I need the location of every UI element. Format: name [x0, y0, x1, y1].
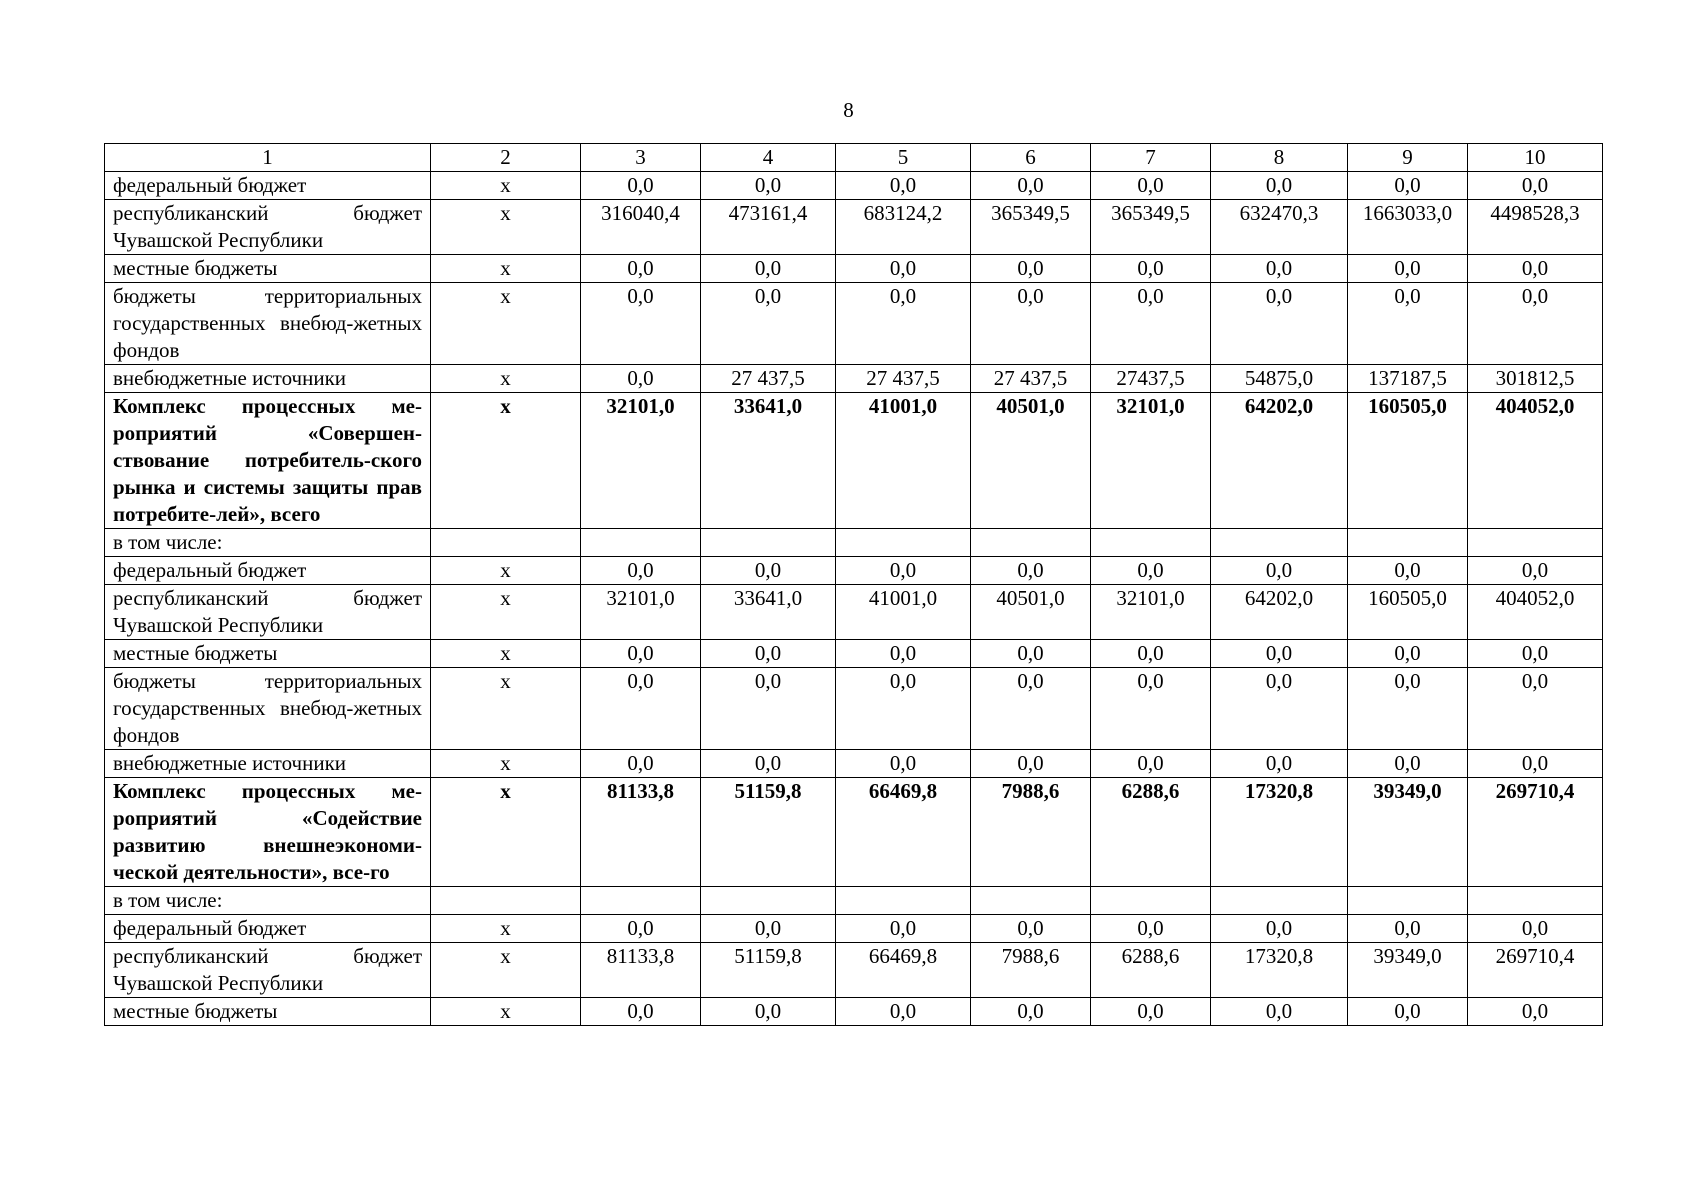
value-cell: 0,0 [1091, 668, 1211, 750]
value-cell: 0,0 [1211, 750, 1348, 778]
value-cell: 0,0 [1091, 998, 1211, 1026]
value-cell: 0,0 [701, 283, 836, 365]
value-cell: 0,0 [836, 750, 971, 778]
value-cell: 27 437,5 [971, 365, 1091, 393]
value-cell: 32101,0 [1091, 393, 1211, 529]
table-row [105, 668, 1603, 750]
table-row-total [105, 778, 1603, 887]
row-code-cell: х [431, 200, 581, 255]
value-cell: 301812,5 [1468, 365, 1603, 393]
value-cell: 0,0 [971, 915, 1091, 943]
row-label: внебюджетные источники [105, 365, 431, 393]
value-cell: 0,0 [1211, 668, 1348, 750]
value-cell: 0,0 [1468, 255, 1603, 283]
table-row [105, 255, 1603, 283]
value-cell: 683124,2 [836, 200, 971, 255]
row-label: внебюджетные источники [105, 750, 431, 778]
value-cell: 0,0 [701, 640, 836, 668]
row-code-cell [431, 529, 581, 557]
page-number: 8 [843, 98, 854, 122]
value-cell: 0,0 [1468, 668, 1603, 750]
row-label: в том числе: [105, 529, 431, 557]
value-cell: 0,0 [1091, 255, 1211, 283]
header-cell: 7 [1091, 144, 1211, 172]
row-code-cell: х [431, 557, 581, 585]
value-cell: 0,0 [1211, 998, 1348, 1026]
table-row [105, 887, 1603, 915]
value-cell: 64202,0 [1211, 393, 1348, 529]
header-cell: 5 [836, 144, 971, 172]
value-cell: 0,0 [1091, 750, 1211, 778]
value-cell: 0,0 [701, 557, 836, 585]
value-cell: 0,0 [581, 998, 701, 1026]
value-cell [701, 887, 836, 915]
row-label: Комплекс процессных ме-роприятий «Содействие развитию внешнеэкономи-ческой деятельности», все-го [105, 778, 431, 887]
value-cell: 0,0 [836, 283, 971, 365]
value-cell: 7988,6 [971, 778, 1091, 887]
value-cell: 32101,0 [581, 585, 701, 640]
value-cell: 41001,0 [836, 585, 971, 640]
row-code-cell: х [431, 393, 581, 529]
table-row [105, 750, 1603, 778]
header-cell: 6 [971, 144, 1091, 172]
value-cell: 160505,0 [1348, 585, 1468, 640]
value-cell: 0,0 [1348, 283, 1468, 365]
value-cell: 66469,8 [836, 943, 971, 998]
value-cell: 39349,0 [1348, 943, 1468, 998]
value-cell [836, 529, 971, 557]
value-cell: 33641,0 [701, 585, 836, 640]
row-code-cell: х [431, 172, 581, 200]
value-cell [701, 529, 836, 557]
table-row [105, 365, 1603, 393]
value-cell [971, 529, 1091, 557]
value-cell: 0,0 [836, 915, 971, 943]
value-cell: 0,0 [1348, 750, 1468, 778]
table-row [105, 943, 1603, 998]
value-cell: 0,0 [1091, 283, 1211, 365]
row-label: федеральный бюджет [105, 557, 431, 585]
value-cell: 0,0 [1091, 172, 1211, 200]
value-cell: 632470,3 [1211, 200, 1348, 255]
value-cell: 0,0 [581, 172, 701, 200]
row-label: местные бюджеты [105, 255, 431, 283]
value-cell: 27 437,5 [701, 365, 836, 393]
value-cell: 0,0 [1348, 557, 1468, 585]
value-cell: 0,0 [836, 255, 971, 283]
table-row-total [105, 393, 1603, 529]
value-cell: 1663033,0 [1348, 200, 1468, 255]
header-cell: 8 [1211, 144, 1348, 172]
value-cell: 404052,0 [1468, 585, 1603, 640]
value-cell [1348, 529, 1468, 557]
value-cell: 0,0 [581, 750, 701, 778]
value-cell: 160505,0 [1348, 393, 1468, 529]
value-cell: 0,0 [971, 172, 1091, 200]
value-cell: 0,0 [1468, 750, 1603, 778]
value-cell: 0,0 [836, 668, 971, 750]
table-row [105, 283, 1603, 365]
value-cell: 0,0 [1348, 998, 1468, 1026]
value-cell: 0,0 [1211, 255, 1348, 283]
value-cell: 0,0 [701, 998, 836, 1026]
value-cell: 0,0 [836, 998, 971, 1026]
row-code-cell: х [431, 998, 581, 1026]
value-cell: 0,0 [581, 365, 701, 393]
value-cell [1091, 529, 1211, 557]
value-cell: 0,0 [1211, 557, 1348, 585]
value-cell: 0,0 [701, 750, 836, 778]
row-label: бюджеты территориальных государственных внебюд-жетных фондов [105, 668, 431, 750]
row-label: федеральный бюджет [105, 172, 431, 200]
value-cell: 0,0 [701, 255, 836, 283]
value-cell: 0,0 [971, 557, 1091, 585]
row-code-cell: х [431, 585, 581, 640]
row-code-cell: х [431, 365, 581, 393]
value-cell: 51159,8 [701, 943, 836, 998]
table-row [105, 529, 1603, 557]
value-cell: 269710,4 [1468, 943, 1603, 998]
value-cell: 81133,8 [581, 778, 701, 887]
value-cell: 0,0 [581, 255, 701, 283]
value-cell: 54875,0 [1211, 365, 1348, 393]
table-row [105, 200, 1603, 255]
value-cell: 7988,6 [971, 943, 1091, 998]
row-label: бюджеты территориальных государственных внебюд-жетных фондов [105, 283, 431, 365]
header-cell: 1 [105, 144, 431, 172]
value-cell: 0,0 [1091, 640, 1211, 668]
value-cell: 0,0 [1348, 668, 1468, 750]
value-cell: 0,0 [1348, 255, 1468, 283]
value-cell: 0,0 [1468, 557, 1603, 585]
value-cell: 0,0 [1348, 915, 1468, 943]
value-cell: 40501,0 [971, 585, 1091, 640]
value-cell: 0,0 [1468, 283, 1603, 365]
row-label: местные бюджеты [105, 998, 431, 1026]
value-cell: 27437,5 [1091, 365, 1211, 393]
row-label: в том числе: [105, 887, 431, 915]
value-cell [1468, 529, 1603, 557]
value-cell: 33641,0 [701, 393, 836, 529]
value-cell: 0,0 [1348, 172, 1468, 200]
value-cell [581, 529, 701, 557]
value-cell: 0,0 [1468, 915, 1603, 943]
table-row [105, 172, 1603, 200]
value-cell: 32101,0 [1091, 585, 1211, 640]
row-code-cell: х [431, 778, 581, 887]
value-cell: 137187,5 [1348, 365, 1468, 393]
value-cell: 0,0 [971, 750, 1091, 778]
row-code-cell: х [431, 750, 581, 778]
value-cell: 0,0 [581, 668, 701, 750]
value-cell: 27 437,5 [836, 365, 971, 393]
header-cell: 4 [701, 144, 836, 172]
value-cell: 0,0 [1211, 172, 1348, 200]
value-cell: 0,0 [701, 668, 836, 750]
row-code-cell: х [431, 640, 581, 668]
row-code-cell: х [431, 255, 581, 283]
value-cell: 0,0 [971, 668, 1091, 750]
header-cell: 10 [1468, 144, 1603, 172]
value-cell [971, 887, 1091, 915]
value-cell: 0,0 [1468, 998, 1603, 1026]
value-cell: 0,0 [581, 640, 701, 668]
value-cell: 51159,8 [701, 778, 836, 887]
header-cell: 3 [581, 144, 701, 172]
value-cell: 0,0 [836, 557, 971, 585]
value-cell: 0,0 [1211, 640, 1348, 668]
value-cell: 64202,0 [1211, 585, 1348, 640]
value-cell [1468, 887, 1603, 915]
value-cell: 269710,4 [1468, 778, 1603, 887]
row-label: республиканский бюджет Чувашской Республики [105, 943, 431, 998]
value-cell: 81133,8 [581, 943, 701, 998]
value-cell: 0,0 [1091, 557, 1211, 585]
row-code-cell: х [431, 915, 581, 943]
value-cell: 0,0 [1211, 915, 1348, 943]
value-cell [1211, 529, 1348, 557]
value-cell: 0,0 [971, 283, 1091, 365]
header-cell: 2 [431, 144, 581, 172]
table-body [105, 144, 1603, 1026]
value-cell: 6288,6 [1091, 943, 1211, 998]
value-cell: 0,0 [971, 998, 1091, 1026]
value-cell: 4498528,3 [1468, 200, 1603, 255]
row-code-cell: х [431, 668, 581, 750]
value-cell: 66469,8 [836, 778, 971, 887]
row-label: Комплекс процессных ме-роприятий «Совершен-ствование потребитель-ского рынка и системы защиты прав потребите-лей», всего [105, 393, 431, 529]
table-row [105, 557, 1603, 585]
value-cell: 365349,5 [971, 200, 1091, 255]
budget-table [104, 143, 1603, 1026]
row-code-cell: х [431, 283, 581, 365]
value-cell: 0,0 [1468, 172, 1603, 200]
table-row [105, 998, 1603, 1026]
value-cell [836, 887, 971, 915]
value-cell: 0,0 [581, 283, 701, 365]
value-cell: 0,0 [701, 915, 836, 943]
value-cell: 17320,8 [1211, 943, 1348, 998]
value-cell: 0,0 [581, 915, 701, 943]
value-cell: 0,0 [836, 640, 971, 668]
value-cell: 39349,0 [1348, 778, 1468, 887]
value-cell [1091, 887, 1211, 915]
value-cell: 17320,8 [1211, 778, 1348, 887]
value-cell: 0,0 [1091, 915, 1211, 943]
value-cell: 6288,6 [1091, 778, 1211, 887]
row-label: местные бюджеты [105, 640, 431, 668]
value-cell [1211, 887, 1348, 915]
value-cell: 41001,0 [836, 393, 971, 529]
value-cell: 0,0 [971, 640, 1091, 668]
value-cell: 365349,5 [1091, 200, 1211, 255]
value-cell: 0,0 [581, 557, 701, 585]
header-row [105, 144, 1603, 172]
value-cell: 316040,4 [581, 200, 701, 255]
table-row [105, 915, 1603, 943]
value-cell: 40501,0 [971, 393, 1091, 529]
row-label: республиканский бюджет Чувашской Республики [105, 200, 431, 255]
value-cell: 0,0 [701, 172, 836, 200]
value-cell: 32101,0 [581, 393, 701, 529]
row-code-cell: х [431, 943, 581, 998]
value-cell: 0,0 [1211, 283, 1348, 365]
row-label: федеральный бюджет [105, 915, 431, 943]
value-cell: 0,0 [836, 172, 971, 200]
table-row [105, 585, 1603, 640]
value-cell: 404052,0 [1468, 393, 1603, 529]
row-label: республиканский бюджет Чувашской Республики [105, 585, 431, 640]
header-cell: 9 [1348, 144, 1468, 172]
value-cell [1348, 887, 1468, 915]
row-code-cell [431, 887, 581, 915]
value-cell: 0,0 [1348, 640, 1468, 668]
value-cell: 473161,4 [701, 200, 836, 255]
value-cell: 0,0 [971, 255, 1091, 283]
table-row [105, 640, 1603, 668]
value-cell [581, 887, 701, 915]
value-cell: 0,0 [1468, 640, 1603, 668]
